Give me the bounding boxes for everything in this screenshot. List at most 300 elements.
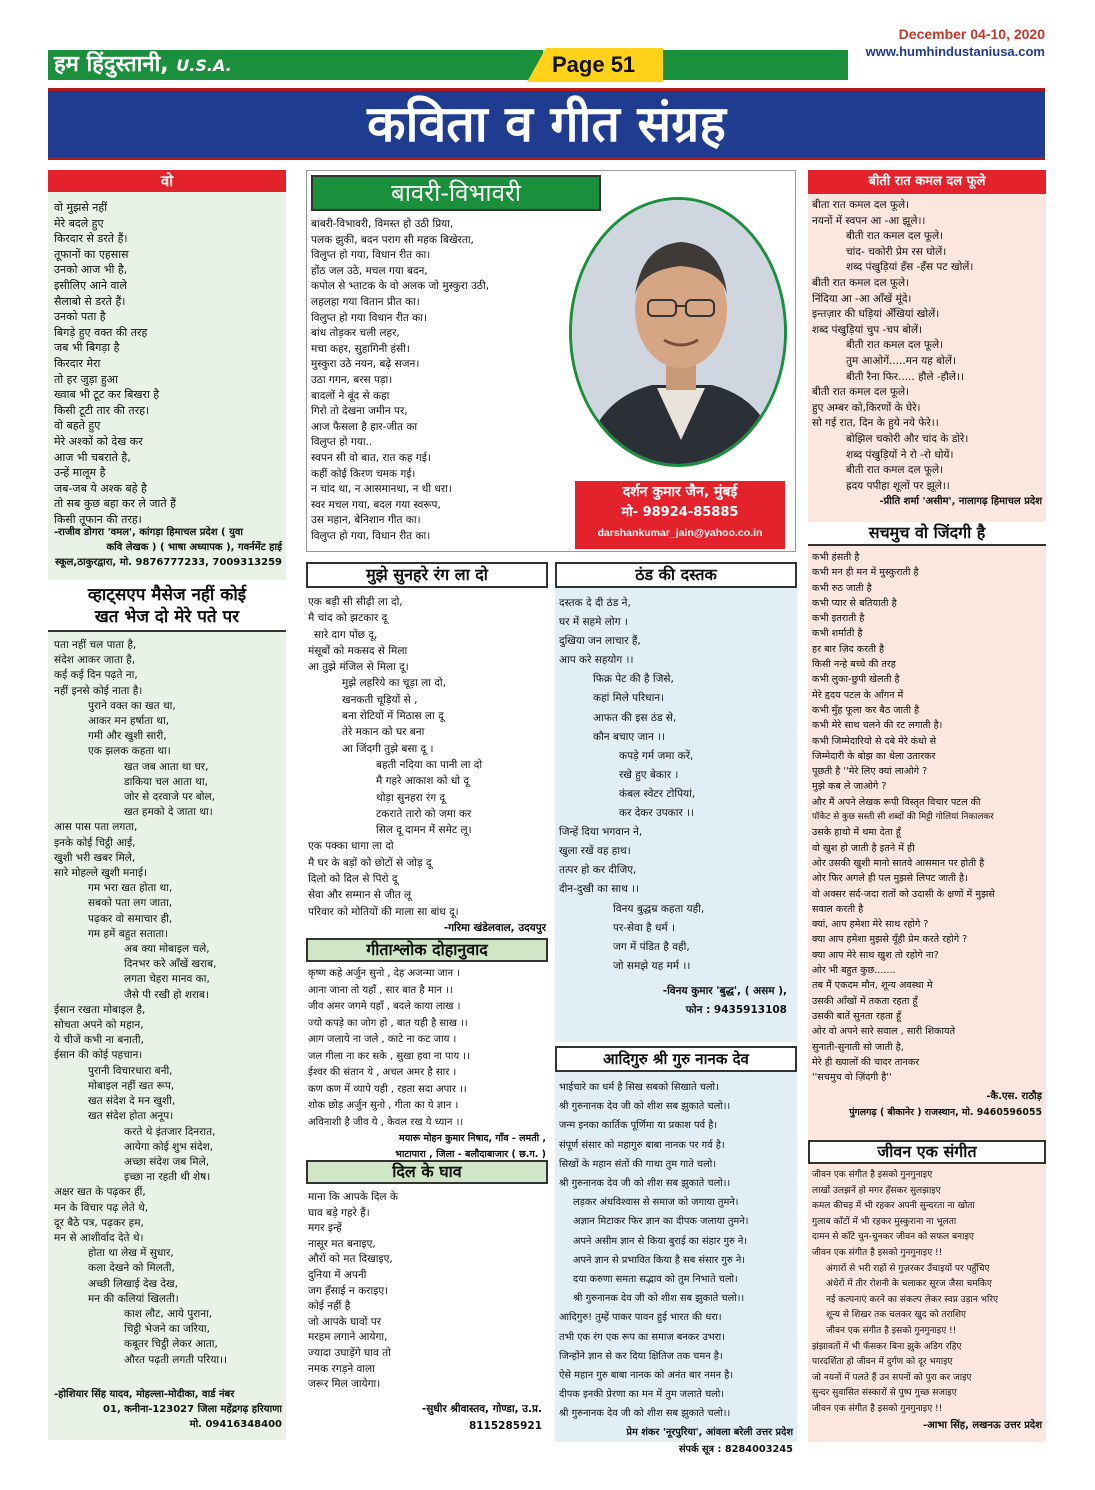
poem-nanak-title: आदिगुरु श्री गुरु नानक देव bbox=[555, 1046, 797, 1072]
poem-line: औरों को मत दिखाइए, bbox=[308, 1253, 393, 1266]
poem-line: सिखों के महान संतों की गाथा तुम गाते चलो। bbox=[559, 1158, 717, 1170]
poem-line: मरहम लगाने आयेगा, bbox=[308, 1331, 388, 1344]
poem-whatsapp-author bbox=[54, 1387, 282, 1432]
poem-line: अंगारों से भरी राहों से गुज़रकर उँचाइयों पर पहुँचिए bbox=[826, 1263, 990, 1274]
poem-line: खत जब आता था घर, bbox=[124, 760, 209, 773]
poem-line: अच्छी लिखाई देख देख, bbox=[88, 1277, 178, 1290]
poem-line: बना रोटियों में मिठास ला दू bbox=[342, 710, 444, 723]
poem-line: उसकी बातें सुनता रहता हूँ bbox=[812, 1010, 902, 1022]
poem-line: कहीं कोई किरण चमक गई। bbox=[311, 467, 416, 480]
poem-line: इच्छा ना रहती थी शेष। bbox=[124, 1171, 211, 1184]
poem-line: पॉकेट से कुछ सस्ती सी शब्दों की मिट्टी गोलियां निकालकर bbox=[812, 812, 994, 823]
poem-line: रखे हुए बेकार । bbox=[619, 768, 679, 781]
poem-line: दुनिया में अपनी bbox=[308, 1268, 367, 1281]
poem-line: संदेश आकर जाता है, bbox=[54, 654, 136, 667]
poem-whatsapp-title-1: व्हाट्सएप मैसेज नहीं कोई bbox=[87, 585, 247, 605]
page-number: Page 51 bbox=[552, 52, 636, 77]
poem-line: सवाल करती है bbox=[812, 903, 864, 915]
poem-line: विलुप्त हो गया विधान रीत का। bbox=[311, 311, 427, 324]
poem-bawari bbox=[306, 170, 796, 552]
poem-line: कई कई दिन पढ़ते ना, bbox=[54, 669, 138, 682]
author-line: कवि लेखक ) ( भाषा अध्यापक ), गवर्नमेंट हाई bbox=[106, 542, 282, 553]
poem-line: ईश्वर की संतान ये , अचल अमर है सार । bbox=[308, 1067, 457, 1078]
poem-line: घर में सहमे लोग । bbox=[559, 616, 628, 629]
poem-line: अच्छा संदेश जब मिले, bbox=[124, 1155, 210, 1168]
author-photo bbox=[569, 197, 787, 467]
poem-line: उन्हें मालूम है bbox=[54, 466, 106, 480]
poem-line: शोक छोड़ अर्जुन सुनो , गीता का ये ज्ञान । bbox=[308, 1100, 459, 1111]
poem-line: मेरे बदले हुए bbox=[54, 216, 104, 230]
poem-line: अक्षर खत के पढ़कर हीं, bbox=[54, 1186, 146, 1199]
poem-line: बीती रैना फिर..... हौले -हौले।। bbox=[846, 370, 964, 383]
poem-line: इनके कोई चिट्ठी आई, bbox=[54, 836, 136, 849]
author-line: -सुधीर श्रीवास्तव, गोण्डा, उ.प्र. bbox=[421, 1402, 542, 1415]
poem-line: कला देखने को मिलती, bbox=[88, 1262, 175, 1275]
poem-line: दस्तक दे दी ठंड ने, bbox=[559, 597, 631, 609]
poem-line: किरदार से डरते हैं। bbox=[54, 232, 128, 246]
poem-wo-title: वो bbox=[48, 170, 286, 192]
poem-jeevan-author: -आभा सिंह, लखनऊ उत्तर प्रदेश bbox=[922, 1419, 1042, 1431]
poem-line: शब्द पंखुड़ियां हँस -हँस पट खोलें। bbox=[846, 261, 974, 274]
author-line: मो. 09416348400 bbox=[189, 1419, 282, 1430]
poem-wo bbox=[48, 170, 286, 580]
poem-jeevan bbox=[808, 1140, 1046, 1442]
poem-line: शब्द पंखुड़ियां चुप -चप बोलें। bbox=[812, 323, 923, 336]
poem-line: बोझिल चकोरी और चांद के डोरे। bbox=[846, 432, 969, 445]
poem-line: इन्तज़ार की घड़ियां अँखियां खोलें। bbox=[812, 308, 940, 321]
poem-line: अपने ज्ञान से प्रभावित किया है सब संसार गुरु ने। bbox=[573, 1254, 745, 1266]
poem-dil-title: दिल के घाव bbox=[306, 1160, 548, 1184]
author-card-email[interactable]: darshankumar_jain@yahoo.co.in bbox=[597, 527, 763, 539]
poem-line: सेवा और सम्मान से जीत लू bbox=[308, 889, 412, 902]
poem-wo-author bbox=[54, 525, 282, 570]
poem-line: दिलो को दिल से पिरो दू bbox=[308, 873, 398, 886]
poem-line: श्री गुरुनानक देव जी को शीश सब झुकाते चलो।। bbox=[559, 1408, 731, 1420]
poem-line: अविनाशी है जीव ये , केवल रख ये ध्यान ।। bbox=[308, 1116, 464, 1128]
website-link[interactable]: www.humhindustaniusa.com bbox=[865, 44, 1045, 59]
poem-line: तो हर जुड़ा हुआ bbox=[54, 372, 118, 386]
poem-line: कभी रुठ जाती है bbox=[812, 582, 872, 594]
poem-line: जीवन एक संगीत है इसको गुनगुनाइए !! bbox=[812, 1247, 943, 1258]
poem-line: ये चीजें कभी ना बनाती, bbox=[54, 1034, 144, 1047]
poem-line: होंठ जल उठे, मचल गया बदन, bbox=[311, 264, 428, 277]
poem-line: अब क्या मोबाइल चले, bbox=[124, 943, 210, 956]
poem-line: आना जाना तो यहाँ , सार बात है मान ।। bbox=[308, 984, 453, 996]
poem-line: आज फैसला है हार-जीत का bbox=[311, 420, 418, 433]
poem-line: जीवन एक संगीत है इसको गुनगुनाइए !! bbox=[826, 1325, 957, 1336]
poem-line: गिरो तो देखना जमीन पर, bbox=[311, 405, 408, 418]
poem-line: विलुप्त हो गया.. bbox=[311, 436, 373, 449]
poem-line: गुलाब काँटों में भी रहकर मुस्कुराना ना भूलता bbox=[812, 1216, 957, 1227]
poem-line: हर बार ज़िद करती है bbox=[812, 643, 885, 655]
poem-line: तुम आओगें.....मन यह बोलें। bbox=[846, 354, 956, 367]
poem-line: स्वर मचल गया, बदल गया स्वरूप, bbox=[311, 498, 441, 511]
poem-sachmuch-author bbox=[808, 1089, 1046, 1121]
poem-beeti-title: बीती रात कमल दल फूले bbox=[808, 170, 1046, 194]
poem-dil-body bbox=[306, 1184, 548, 1393]
poem-line: जो समझे यह मर्म ।। bbox=[613, 959, 691, 972]
poem-line: बीती रात कमल दल फूले। bbox=[812, 276, 910, 289]
poem-line: खुशी भरी खबर मिले, bbox=[54, 851, 136, 864]
author-line: पुंगलगढ़ ( बीकानेर ) राजस्थान, मो. 9460596055 bbox=[849, 1107, 1042, 1119]
poem-line: आप करे सहयोग ।। bbox=[559, 654, 634, 667]
poem-bawari-body bbox=[311, 217, 571, 544]
poem-line: बांध तोड़कर चली लहर, bbox=[311, 327, 400, 340]
poem-line: कंबल स्वेटर टोपियां, bbox=[619, 787, 696, 800]
poem-line: आ तुझे मंजिल से मिला दू। bbox=[308, 661, 409, 674]
poem-line: सारे दाग पोंछ दू, bbox=[314, 628, 378, 641]
poem-line: कभी इतराती है bbox=[812, 613, 865, 625]
poem-line: वो अक्सर सर्द-जदा रातों को उदासी के क्षणों में मुझसे bbox=[812, 888, 995, 900]
poem-line: किसी टूटी तार की तरह। bbox=[54, 403, 150, 417]
poem-line: पता नहीं चल पाता है, bbox=[54, 639, 137, 651]
author-line: 01, कनीना-123027 जिला महेंद्रगढ़ हरियाणा bbox=[103, 1404, 282, 1415]
poem-line: शब्द पंखुड़ियों ने रो -रो धोयें। bbox=[846, 448, 954, 461]
poem-line: बीता रात कमल दल फूले। bbox=[812, 199, 910, 211]
poem-line: बादलों ने बूंद से कहा bbox=[311, 389, 390, 402]
poem-line: आग जलाये ना जले , काटे ना कट जाय । bbox=[308, 1034, 457, 1045]
poem-line: झंझावतों में भी फँसकर बिना झुके अडिग रहिए bbox=[812, 1341, 962, 1352]
poem-line: जन्म इनका कार्तिक पूर्णिमा या प्रकाश पर्व है। bbox=[559, 1120, 718, 1132]
poem-jeevan-title: जीवन एक संगीत bbox=[808, 1140, 1046, 1164]
poem-sunahre-author: -गरिमा खंडेलवाल, उदयपुर bbox=[443, 921, 546, 934]
poem-line: मुस्कुरा उठे नयन, बढ़े सजन। bbox=[311, 358, 420, 371]
poem-line: उसकी आँखों में तकता रहता हूँ bbox=[812, 995, 918, 1007]
poem-line: ह्रदय पपीहा शूलों पर झूले।। bbox=[846, 479, 950, 492]
poem-thand bbox=[555, 562, 797, 1042]
poem-line: कभी प्यार से बतियाती है bbox=[812, 597, 897, 609]
poem-line: मगर इन्हें bbox=[308, 1222, 342, 1235]
poem-thand-title: ठंड की दस्तक bbox=[555, 562, 797, 588]
poem-line: मै घर के बड़ों को छोटों से जोड़ दू bbox=[308, 856, 432, 869]
poem-sunahre bbox=[306, 562, 548, 942]
poem-line: इसीलिए आने वाले bbox=[54, 278, 127, 292]
poem-line: गम भरा खत होता था, bbox=[88, 882, 173, 895]
poem-line: सैलाबो से डरते हैं। bbox=[54, 294, 126, 308]
poem-line: बिगड़े हुए वक्त की तरह bbox=[54, 325, 148, 339]
poem-line: लड़कर अंधविश्वास से समाज को जगाया तुमने। bbox=[573, 1197, 739, 1209]
poem-line: बीती रात कमल दल फूले। bbox=[846, 339, 944, 352]
poem-line: उसके हाथो में थमा देता हूँ bbox=[812, 827, 901, 839]
poem-line: तो सब कुछ बहा कर ले जाते हैं bbox=[54, 497, 176, 511]
poem-line: क्या आप मेरे साथ खुश तो रहोगे ना? bbox=[812, 949, 939, 961]
poem-line: बीती रात कमल दल फूले। bbox=[846, 464, 944, 477]
poem-line: खत संदेश दे मन खुशी, bbox=[88, 1095, 176, 1108]
poem-line: नासूर मत बनाइए, bbox=[308, 1237, 376, 1250]
poem-line: जग में पंडित है वही, bbox=[613, 940, 690, 953]
poem-geeta-body bbox=[306, 962, 548, 1131]
poem-line: जैसे पी रखी हो शराब। bbox=[124, 988, 209, 1001]
poem-line: टकराते तारो को जमा कर bbox=[376, 807, 472, 820]
poem-line: कोई नहीं है bbox=[308, 1300, 351, 1313]
poem-line: ऐसे महान गुरु बाबा नानक को अनंत बार नमन है। bbox=[559, 1370, 734, 1382]
poem-line: कपोल से भ्ताटक के वो अलक जो मुस्कुरा उठी, bbox=[311, 280, 490, 293]
poem-line: आ जिंदगी तुझे बसा दू । bbox=[342, 742, 434, 755]
poem-line: सारे मोहल्ले खुशी मनाई। bbox=[54, 867, 147, 880]
poem-line: वो खुश हो जाती है इतने में ही bbox=[812, 842, 915, 854]
poem-line: नमक रगड़ने वाला bbox=[308, 1362, 375, 1375]
poem-line: ईसान की कोई पहचान। bbox=[54, 1049, 143, 1062]
poem-line: गमी और खुशी सारी, bbox=[88, 730, 167, 743]
poem-line: मुझे लहरिये का चूड़ा ला दो, bbox=[342, 677, 446, 690]
poem-line: क्या आप हमेशा मुझसे यूँही प्रेम करते रहोगे ? bbox=[812, 934, 968, 946]
poem-line: थोड़ा सुनहरा रंग दू bbox=[376, 791, 446, 804]
poem-line: मन से आशीर्वाद देते थे। bbox=[54, 1231, 144, 1244]
poem-line: मेरे हृदय पटल के आँगन में bbox=[812, 689, 904, 701]
poem-line: कण कण में व्यापे यही , रहता सदा अपार ।। bbox=[308, 1083, 467, 1095]
poem-line: और मैं अपने लेखक रूपी विस्तृत विचार पटल की bbox=[812, 796, 981, 808]
poem-line: वो बहते हुए bbox=[54, 419, 101, 433]
poem-line: नहीं इनसे कोई नाता है। bbox=[54, 684, 143, 697]
poem-line: तब मैं एकदम मौन, शून्य अवस्था मे bbox=[812, 980, 933, 992]
poem-line: लाखों उलझनें हो मगर हँसकर सुलझाइए bbox=[812, 1185, 941, 1196]
poem-line: जग हँसाई न कराइए। bbox=[308, 1284, 389, 1297]
poem-line: ख्वाब भी टूट कर बिखरा है bbox=[54, 388, 160, 402]
poem-line: होता था लेख में सुधार, bbox=[88, 1247, 174, 1260]
poem-dil-author bbox=[306, 1401, 548, 1435]
poem-beeti-body bbox=[808, 194, 1046, 494]
poem-line: गम हमें बहुत सताता। bbox=[88, 927, 169, 940]
masthead-green-bar-right bbox=[663, 50, 848, 80]
poem-line: पुराने वक्त का खत था, bbox=[88, 699, 176, 712]
paper-name: हम हिंदुस्तानी, bbox=[54, 52, 169, 77]
poem-line: खनकती चूड़ियों से , bbox=[342, 693, 418, 706]
poem-line: क्यां, आप हमेशा मेरे साथ रहोगे ? bbox=[812, 919, 929, 931]
poem-bawari-title-box bbox=[311, 175, 601, 211]
poem-jeevan-body bbox=[808, 1164, 1046, 1418]
poem-line: जब भी बिगड़ा है bbox=[54, 341, 120, 355]
poem-line: खुला रखें वह हाथ। bbox=[559, 845, 631, 858]
poem-line: मन के विचार पढ़ लेते थे, bbox=[54, 1201, 149, 1214]
poem-line: श्री गुरुनानक देव जी को शीश सब झुकाते चलो।। bbox=[573, 1293, 745, 1305]
poem-line: तेरे मकान को घर बना bbox=[342, 726, 425, 739]
poem-line: औरत पढ़ती लगती परिया।। bbox=[124, 1353, 228, 1366]
poem-line: कभी लुका-छुपी खेलती है bbox=[812, 674, 900, 686]
poem-nanak-body bbox=[555, 1072, 797, 1424]
poem-line: मंसूबों को मकसद से मिला bbox=[308, 644, 408, 657]
poem-line: जीवन एक संगीत है इसको गुनगुनाइए bbox=[812, 1170, 933, 1180]
poem-line: जिम्मेदारी के बोझ का थेला उतारकर bbox=[812, 750, 936, 762]
poem-line: विलुप्त हो गया, विधान रीत का। bbox=[311, 529, 431, 542]
poem-line: नई कल्पनाएं करने का संकल्प लेकर स्वप्न उड़ान भरिए bbox=[826, 1294, 998, 1305]
poem-line: ओर वो अपने सारे सवाल , सारी शिकायते bbox=[812, 1026, 956, 1038]
poem-line: कभी शर्माती है bbox=[812, 628, 863, 640]
poem-line: पारदर्शिता हो जीवन में दुर्गण को दूर भगाइए bbox=[812, 1357, 953, 1368]
poem-line: शून्य से शिखर तक चलकर खुद को तराशिए bbox=[826, 1310, 967, 1321]
poem-line: संपूर्ण संसार को महागुरु बाबा नानक पर गर्व है। bbox=[559, 1139, 725, 1151]
poem-wo-body bbox=[48, 192, 286, 527]
poem-line: दूर बैठे पत्र, पढ़कर हम, bbox=[54, 1216, 144, 1229]
poem-line: लहलहा गया वितान प्रीत का। bbox=[311, 295, 420, 308]
author-line: भाटापारा , जिला - बलौदाबाजार ( छ.ग. ) bbox=[395, 1149, 546, 1160]
poem-line: पुरानी विचारधारा बनी, bbox=[88, 1064, 173, 1077]
poem-line: जब-जब ये अश्क बहे है bbox=[54, 481, 147, 495]
poem-line: चांद- चकोरी प्रेम रस घोलें। bbox=[846, 245, 947, 258]
poem-line: अज्ञान मिटाकर फिर ज्ञान का दीपक जलाया तुमने। bbox=[573, 1216, 749, 1228]
poem-line: तभी एक रंग एक रूप का समाज बनकर उभरा। bbox=[559, 1331, 725, 1343]
author-card bbox=[575, 481, 785, 549]
poem-line: उनको पता है bbox=[54, 310, 106, 324]
poem-line: पूछती है ''मेरे लिए क्यां लाओगे ? bbox=[812, 766, 928, 778]
poem-whatsapp-title-2: खत भेज दो मेरे पते पर bbox=[94, 607, 240, 627]
poem-line: कभी मन ही मन में मुस्कुराती है bbox=[812, 567, 919, 579]
poem-line: हुए अम्बर को,किरणों के घेरे। bbox=[812, 401, 921, 414]
poem-line: उस महान, बेनिशान गीत का। bbox=[311, 514, 421, 527]
poem-line: ईसान रखता मोबाइल है, bbox=[54, 1003, 146, 1016]
poem-line: विनय बुद्धम्र कहता यही, bbox=[613, 902, 705, 915]
poem-line: वो मुझसे नहीं bbox=[54, 201, 108, 214]
poem-line: ओर उसकी खुशी मानो सातवे आसमान पर होती है bbox=[812, 857, 985, 869]
poem-line: सुनाती-सुनाती सो जाती है, bbox=[812, 1041, 904, 1053]
poem-thand-author bbox=[555, 982, 797, 1020]
poem-line: ''सचमुच वो ज़िंदगी है'' bbox=[812, 1072, 892, 1084]
poem-line: कभी जिम्मेदारियो से दबे मेरे कंधो से bbox=[812, 735, 937, 747]
poem-line: सबको पता लग जाता, bbox=[88, 897, 173, 910]
poem-line: खत हमको दे जाता था। bbox=[124, 806, 213, 819]
issue-date: December 04-10, 2020 bbox=[898, 26, 1045, 42]
poem-thand-body bbox=[555, 588, 797, 976]
poem-dil bbox=[306, 1160, 548, 1442]
masthead-name bbox=[54, 51, 232, 79]
poem-line: नयनों में स्वपन आ -आ झूले।। bbox=[812, 214, 926, 227]
masthead bbox=[0, 0, 1095, 82]
poem-whatsapp bbox=[48, 582, 286, 1440]
poem-line: स्वपन सी वो बात, रात कह गई। bbox=[311, 451, 431, 464]
poem-line: श्री गुरुनानक देव जी को शीश सब झुकाते चलो।। bbox=[559, 1101, 731, 1113]
author-card-phone: मो- 98924-85885 bbox=[621, 505, 739, 520]
author-line: मयारू मोहन कुमार निषाद, गाँव - लमती , bbox=[399, 1133, 546, 1144]
poem-nanak-author bbox=[555, 1424, 797, 1458]
poem-sachmuch bbox=[808, 522, 1046, 1140]
poem-line: मचा कहर, सुहागिनी हंसी। bbox=[311, 342, 410, 355]
poem-line: मै चांद को झटकार दू bbox=[308, 612, 388, 625]
poem-line: जीव अमर जगमे यहाँ , बदले काया लाख । bbox=[308, 1001, 461, 1012]
poem-line: दुखिया जन लाचार हैं, bbox=[559, 635, 641, 648]
poem-line: चिट्ठी भेजने का जरिया, bbox=[124, 1323, 210, 1336]
poem-line: निंदिया आ -आ आँखें मूंदे। bbox=[812, 292, 912, 305]
poem-line: तत्पर हो कर दीजिए, bbox=[559, 864, 637, 877]
poem-line: जिन्होंने ज्ञान से कर दिया क्षितिज तक चमन है। bbox=[559, 1350, 723, 1362]
paper-country: U.S.A. bbox=[176, 56, 232, 75]
poem-line: आस पास पता लगता, bbox=[54, 821, 138, 834]
poem-line: ओर भी बहुत कुछ....... bbox=[812, 965, 896, 977]
poem-line: लगता चेहरा मानव का, bbox=[124, 973, 210, 986]
poem-line: एक पक्का धागा ला दो bbox=[308, 840, 394, 853]
poem-sachmuch-body bbox=[808, 546, 1046, 1085]
poem-line: कभी मेरे साथ चलने की रट लगाती है। bbox=[812, 720, 943, 732]
poem-nanak bbox=[555, 1046, 797, 1455]
author-line: संपर्क सूत्र : 8284003245 bbox=[678, 1443, 793, 1455]
poem-whatsapp-title bbox=[48, 582, 286, 632]
poem-line: किसी नन्हे बच्चे की तरह bbox=[812, 659, 896, 671]
poem-line: खत संदेश होता अनूप। bbox=[88, 1110, 174, 1123]
author-line: -कै.एस. राठौड़ bbox=[986, 1091, 1042, 1103]
author-card-name: दर्शन कुमार जैन, मुंबई bbox=[622, 484, 738, 500]
poem-line: पर-सेवा है धर्म । bbox=[613, 921, 676, 934]
poem-line: आज भी चबराते है, bbox=[54, 450, 131, 464]
poem-line: कमल कीचड़ में भी रहकर अपनी सुन्दरता ना खोता bbox=[812, 1201, 975, 1212]
author-portrait-icon bbox=[572, 200, 787, 467]
poem-line: कभी हंसती है bbox=[812, 552, 860, 563]
poem-line: कर देकर उपकार ।। bbox=[619, 807, 695, 820]
title-banner bbox=[48, 88, 1045, 160]
poem-line: एक झलक कहता था। bbox=[88, 745, 171, 758]
poem-line: आकर मन हर्षाता था, bbox=[88, 715, 170, 728]
poem-line: ओर फिर अगले ही पल मुझसे लिपट जाती है। bbox=[812, 873, 968, 885]
poem-line: ज्यो कपड़े का जोग हो , बात यही है साख ।। bbox=[308, 1017, 468, 1029]
poem-line: दिनभर करे आँखें खराब, bbox=[124, 958, 217, 971]
poem-line: कपड़े गर्म जमा करें, bbox=[619, 749, 694, 762]
poem-line: बीती रात कमल दल फूले। bbox=[846, 230, 944, 243]
poem-line: सिल दू दामन में समेट लू। bbox=[376, 824, 472, 837]
poem-geeta-author bbox=[306, 1131, 548, 1163]
author-line: -होशियार सिंह यादव, मोहल्ला-मोदीका, वार्ड नंबर bbox=[54, 1389, 235, 1400]
poem-line: तूफानों का एहसास bbox=[54, 247, 129, 261]
poem-line: कौन बचाए जान ।। bbox=[593, 730, 666, 743]
poem-line: सोचता अपने को महान, bbox=[54, 1019, 144, 1032]
poem-line: मेरे ही ख्यालों की चादर तानकर bbox=[812, 1056, 920, 1068]
poem-geeta-title: गीताश्लोक दोहानुवाद bbox=[306, 938, 548, 962]
poem-line: करते थे इंतजार दिनरात, bbox=[124, 1125, 216, 1138]
author-line: स्कूल,ठाकुरद्वारा, मो. 9876777233, 7009313259 bbox=[55, 557, 282, 568]
poem-line: मेरे अश्कों को देख कर bbox=[54, 434, 143, 448]
poem-line: अपने असीम ज्ञान से किया बुराई का संहार गुरु ने। bbox=[573, 1235, 748, 1247]
poem-line: जीवन एक संगीत है इसको गुनगुनाइए !! bbox=[812, 1403, 943, 1414]
author-line: फोन : 9435913108 bbox=[685, 1003, 787, 1016]
poem-line: दामन से काँटे चुन-चुनकर जीवन को सफल बनाइए bbox=[812, 1232, 974, 1243]
poem-line: आफत की इस ठंड से, bbox=[593, 711, 677, 724]
poem-line: बीती रात कमल दल फूले। bbox=[812, 386, 910, 399]
poem-line: उठा गगन, बरस पड़ा। bbox=[311, 373, 393, 386]
poem-line: ज्यादा उघाड़ेंगे घाव तो bbox=[308, 1346, 391, 1359]
poem-line: मुझे कब ले जाओगे ? bbox=[812, 781, 887, 793]
poem-whatsapp-body bbox=[48, 632, 286, 1368]
poem-sunahre-title: मुझे सुनहरे रंग ला दो bbox=[306, 562, 548, 588]
poem-line: उनको आज भी है, bbox=[54, 263, 128, 277]
poem-line: दया करुणा समता सद्भाव को तुम निभाते चलो। bbox=[573, 1274, 738, 1286]
poem-sachmuch-title: सचमुच वो जिंदगी है bbox=[808, 522, 1046, 546]
poem-line: सुन्दर सुवासित संस्कारों से पुष्प गुच्छ सजाइए bbox=[812, 1388, 957, 1399]
poem-beeti-author: -प्रीति शर्मा 'असीम', नालागढ़ हिमाचल प्रदेश bbox=[879, 496, 1042, 508]
poem-line: कबूतर चिट्ठी लेकर आता, bbox=[124, 1338, 218, 1351]
poem-bawari-title: बावरी-विभावरी bbox=[391, 179, 521, 207]
poem-line: एक बड़ी सी सीढ़ी ला दो, bbox=[308, 596, 403, 608]
poem-line: जिन्हें दिया भगवान ने, bbox=[559, 826, 643, 839]
author-line: प्रेम शंकर 'नूरपुरिया', आंवला बरेली उत्तर प्रदेश bbox=[626, 1426, 793, 1438]
poem-line: न चांद था, न आसमानथा, न थी धरा। bbox=[311, 483, 452, 496]
poem-line: मै गहरे आकाश को धो दू bbox=[376, 775, 469, 788]
poem-line: पलक झुकी, बदन पराग सी महक बिखेरता, bbox=[311, 233, 474, 246]
poem-line: सो गई रात, दिन के हुये नये फेरे।। bbox=[812, 417, 939, 430]
poem-line: अंधेरों में तीर रोशनी के चलाकर सूरज जैसा चमकिए bbox=[826, 1279, 992, 1290]
poem-geeta bbox=[306, 938, 548, 1158]
poem-line: जोर से दरवाजे पर बोल, bbox=[124, 791, 215, 804]
poem-line: आयेगा कोई शुभ संदेश, bbox=[124, 1140, 214, 1153]
poem-beeti bbox=[808, 170, 1046, 522]
poem-line: मोबाइल नहीं खत रूप, bbox=[88, 1079, 175, 1092]
poem-line: मन की कलियां खिलती। bbox=[88, 1292, 179, 1305]
author-line: 8115285921 bbox=[468, 1419, 542, 1432]
poem-line: विलुप्त हो गया, विधान रीत का। bbox=[311, 249, 431, 262]
poem-line: किरदार मेरा bbox=[54, 356, 101, 370]
poem-line: जो आपके घावों पर bbox=[308, 1315, 382, 1328]
poem-line: कभी मुँह फूला कर बैठ जाती है bbox=[812, 704, 920, 716]
poem-line: भाईचारे का धर्म है सिख सबको सिखाते चलो। bbox=[559, 1082, 719, 1093]
poem-line: डाकिया चल आता था, bbox=[124, 775, 208, 788]
poem-line: बहती नदिया का पानी ला दो bbox=[376, 758, 483, 771]
poem-line: जरूर मिल जायेगा। bbox=[308, 1378, 381, 1391]
poem-line: जो नयनों में पलते हैं उन सपनों को पुरा कर जाइए bbox=[812, 1372, 972, 1383]
